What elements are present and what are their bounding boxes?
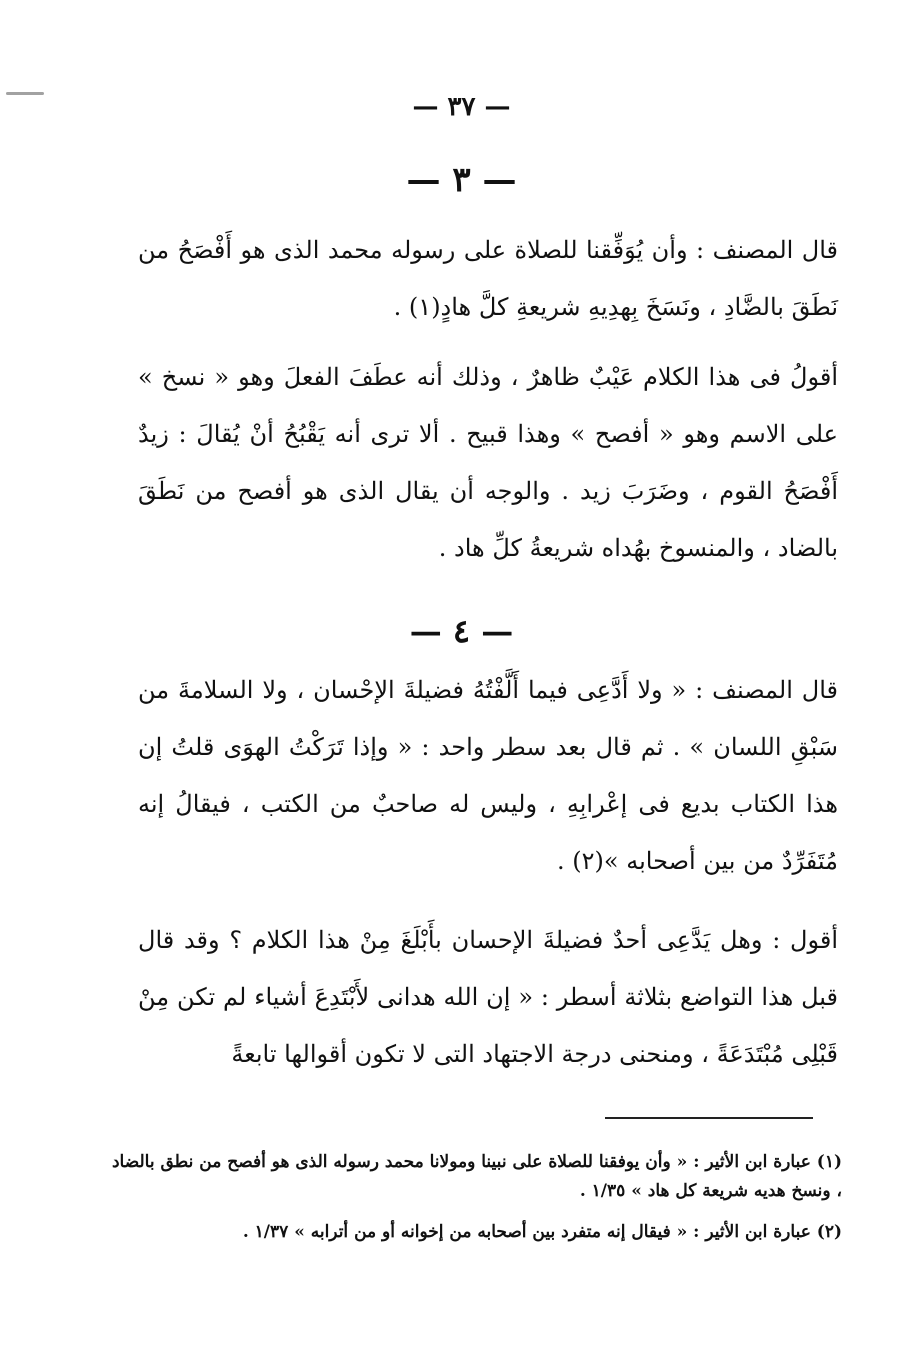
- section-number-4: — ٤ —: [409, 612, 514, 650]
- footnote-1: (١) عبارة ابن الأثير : « وأن يوفقنا للصلاة على نبينا ومولانا محمد رسوله الذى هو أفصح من نطق بالضاد ، ونسخ هديه شريعة كل هاد » ١/٣٥ .: [111, 1152, 842, 1201]
- paragraph-author-quote-2: قال المصنف : « ولا أَدَّعِى فيما أَلَّفْتُهُ فضيلةَ الإحْسان ، ولا السلامةَ من سَبْقِ اللسان » . ثم قال بعد سطر واحد : « وإذا تَرَكْتُ الهوَى قلتُ إن هذا الكتاب بديع فى إعْرابِهِ ، وليس له صاحبٌ من الكتب ، فيقالُ إنه مُتَفَرِّدٌ من بين أصحابه »(٢) .: [138, 676, 838, 875]
- footnote-2: (٢) عبارة ابن الأثير : « فيقال إنه متفرد بين أصحابه من إخوانه أو من أترابه » ١/٣٧ .: [242, 1222, 842, 1242]
- paragraph-commentary-1: أقولُ فى هذا الكلام عَيْبٌ ظاهرٌ ، وذلك أنه عطَفَ الفعلَ وهو « نسخ » على الاسم وهو « أفصح » وهذا قبيح . ألا ترى أنه يَقْبُحُ أنْ يُقالَ : زيدٌ أَفْصَحُ القوم ، وضَرَبَ زيد . والوجه أن يقال الذى هو أفصح من نَطَقَ بالضاد ، والمنسوخ بهُداه شريعةُ كلِّ هاد .: [138, 363, 838, 562]
- footnote-separator: [605, 1117, 813, 1119]
- paragraph-author-quote-1: قال المصنف : وأن يُوَفِّقنا للصلاة على رسوله محمد الذى هو أَفْصَحُ من نَطَقَ بالضَّادِ ، ونَسَخَ بِهدِيهِ شريعةِ كلَّ هادٍ(١) .: [138, 236, 838, 321]
- section-number-3: — ٣ —: [406, 160, 517, 200]
- paragraph-commentary-2: أقول : وهل يَدَّعِى أحدٌ فضيلةَ الإحسان بأَبْلَغَ مِنْ هذا الكلام ؟ وقد قال قبل هذا التواضع بثلاثة أسطر : « إن الله هدانى لأَبْتَدِعَ أشياء لم تكن مِنْ قَبْلِى مُبْتَدَعَةً ، ومنحنى درجة الاجتهاد التى لا تكون أقوالها تابعةً: [138, 926, 838, 1068]
- page-number: — ٣٧ —: [412, 92, 511, 122]
